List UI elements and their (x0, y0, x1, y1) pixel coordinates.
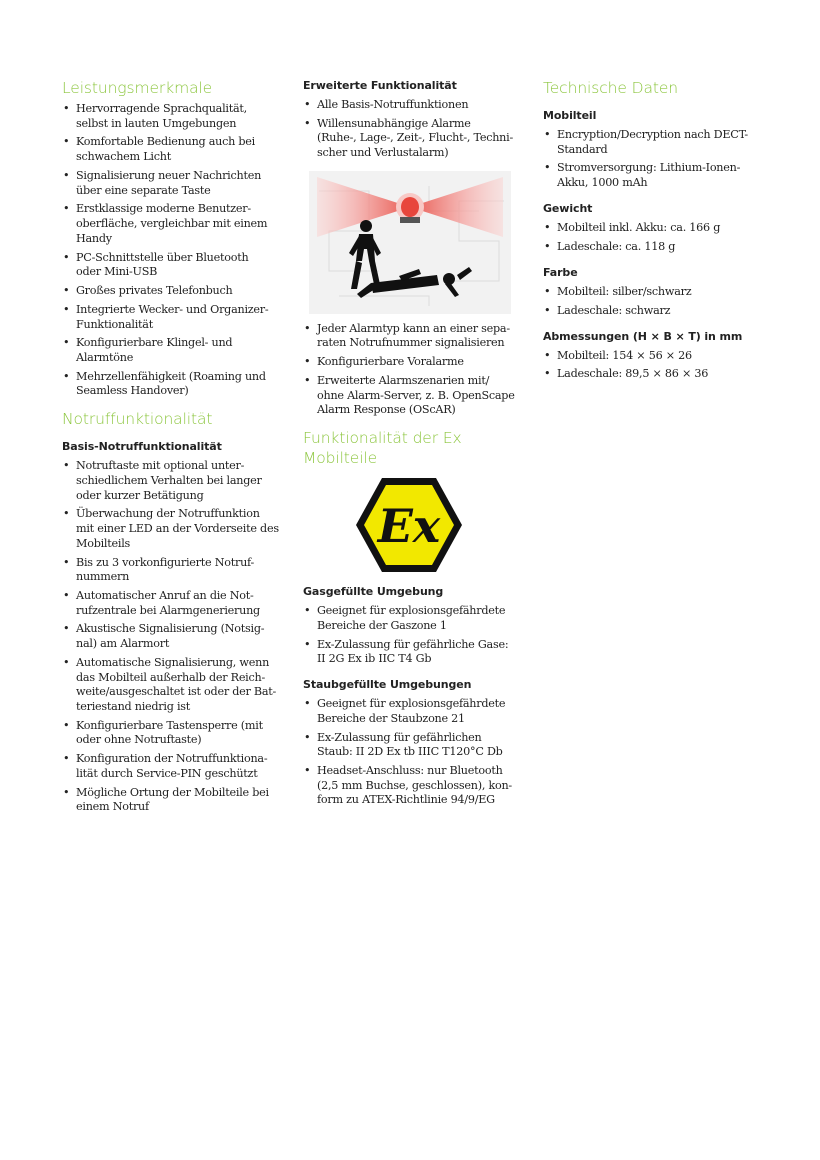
list-item: • Hervorragende Sprachqualität, selbst in lauten Umgebungen (62, 102, 282, 131)
list-item: • Alle Basis-Notruffunktionen (303, 98, 525, 113)
section-title-technische-daten: Technische Daten (543, 79, 679, 97)
list-gewicht (543, 221, 768, 254)
list-item: • Mobilteil: 154 × 56 × 26 (543, 349, 768, 364)
list-item: • Geeignet für explosionsgefährdete Bereiche der Gaszone 1 (303, 604, 525, 633)
list-item: • Großes privates Telefonbuch (62, 284, 282, 299)
list-erweitert-a (303, 98, 525, 161)
ex-sign-text: Ex (377, 499, 441, 554)
list-item: • Komfortable Bedienung auch bei schwachem Licht (62, 135, 282, 164)
list-item: • Automatischer Anruf an die Not- rufzentrale bei Alarmgenerierung (62, 589, 282, 618)
list-item: • Mehrzellenfähigkeit (Roaming und Seamless Handover) (62, 370, 282, 399)
list-item: • Geeignet für explosionsgefährdete Bereiche der Staubzone 21 (303, 697, 525, 726)
list-item: • Stromversorgung: Lithium-Ionen- Akku, 1000 mAh (543, 161, 768, 190)
column-extended (303, 78, 525, 812)
list-item: • Konfiguration der Notruffunktiona- lität durch Service-PIN geschützt (62, 752, 282, 781)
list-item: • Mobilteil inkl. Akku: ca. 166 g (543, 221, 768, 236)
list-item: • Ladeschale: ca. 118 g (543, 240, 768, 255)
subheading-staub: Staubgefüllte Umgebungen (303, 678, 472, 692)
list-item: • Ladeschale: 89,5 × 86 × 36 (543, 367, 768, 382)
column-technical-data (543, 78, 768, 386)
subheading-erweitert: Erweiterte Funktionalität (303, 79, 457, 92)
subheading-gewicht: Gewicht (543, 201, 593, 215)
list-item: • Jeder Alarmtyp kann an einer sepa- raten Notrufnummer signalisieren (303, 322, 525, 351)
section-title-ex-mobilteile: Funktionalität der Ex Mobilteile (303, 429, 462, 468)
alarm-person-down-illustration (309, 171, 511, 314)
subheading-mobilteil: Mobilteil (543, 109, 597, 122)
subheading-basis-notruf: Basis-Notruffunktionalität (62, 440, 222, 454)
list-erweitert-b (303, 322, 525, 418)
list-item: • Überwachung der Notruffunktion mit einer LED an der Vorderseite des Mobilteils (62, 507, 282, 551)
list-farbe (543, 285, 768, 318)
list-item: • Encryption/Decryption nach DECT- Standard (543, 128, 768, 157)
list-abmessungen (543, 349, 768, 382)
list-item: • Mögliche Ortung der Mobilteile bei einem Notruf (62, 786, 282, 815)
list-item: • Erweiterte Alarmszenarien mit/ ohne Alarm-Server, z. B. OpenScape Alarm Response (OScAR) (303, 374, 525, 418)
list-gas (303, 604, 525, 667)
list-item: • Ex-Zulassung für gefährlichen Staub: II 2D Ex tb IIIC T120°C Db (303, 731, 525, 760)
list-item: • Willensunabhängige Alarme (Ruhe-, Lage-, Zeit-, Flucht-, Techni- scher und Verlustalarm) (303, 117, 525, 161)
list-item: • Signalisierung neuer Nachrichten über eine separate Taste (62, 169, 282, 198)
list-item: • Mobilteil: silber/schwarz (543, 285, 768, 300)
section-title-notruf: Notruffunktionalität (62, 410, 213, 429)
list-item: • Konfigurierbare Tastensperre (mit oder ohne Notruftaste) (62, 719, 282, 748)
list-item: • Ladeschale: schwarz (543, 304, 768, 319)
list-item: • Integrierte Wecker- und Organizer- Funktionalität (62, 303, 282, 332)
list-mobilteil (543, 128, 768, 191)
subheading-abmessungen: Abmessungen (H × B × T) in mm (543, 329, 743, 343)
list-item: • Konfigurierbare Klingel- und Alarmtöne (62, 336, 282, 365)
list-item: • Bis zu 3 vorkonfigurierte Notruf- nummern (62, 556, 282, 585)
ex-hazard-hexagon-icon (354, 476, 464, 574)
list-item: • Ex-Zulassung für gefährliche Gase: II 2G Ex ib IIC T4 Gb (303, 638, 525, 667)
section-title-leistungsmerkmale: Leistungsmerkmale (62, 79, 213, 97)
column-features (62, 78, 282, 819)
list-basis-notruf (62, 459, 282, 814)
subheading-farbe: Farbe (543, 265, 578, 279)
list-item: • Erstklassige moderne Benutzer- oberfläche, vergleichbar mit einem Handy (62, 202, 282, 246)
list-item: • Konfigurierbare Voralarme (303, 355, 525, 370)
subheading-gas: Gasgefüllte Umgebung (303, 585, 444, 599)
list-staub (303, 697, 525, 808)
list-item: • PC-Schnittstelle über Bluetooth oder Mini-USB (62, 251, 282, 280)
list-item: • Notruftaste mit optional unter- schiedlichem Verhalten bei langer oder kurzer Betätigung (62, 459, 282, 503)
list-item: • Akustische Signalisierung (Notsig- nal) am Alarmort (62, 622, 282, 651)
list-item: • Automatische Signalisierung, wenn das Mobilteil außerhalb der Reich- weite/ausgeschaltet ist oder der Bat- teriestand niedrig ist (62, 656, 282, 714)
list-item: • Headset-Anschluss: nur Bluetooth (2,5 mm Buchse, geschlossen), kon- form zu ATEX-Richtlinie 94/9/EG (303, 764, 525, 808)
list-leistungsmerkmale (62, 102, 282, 399)
